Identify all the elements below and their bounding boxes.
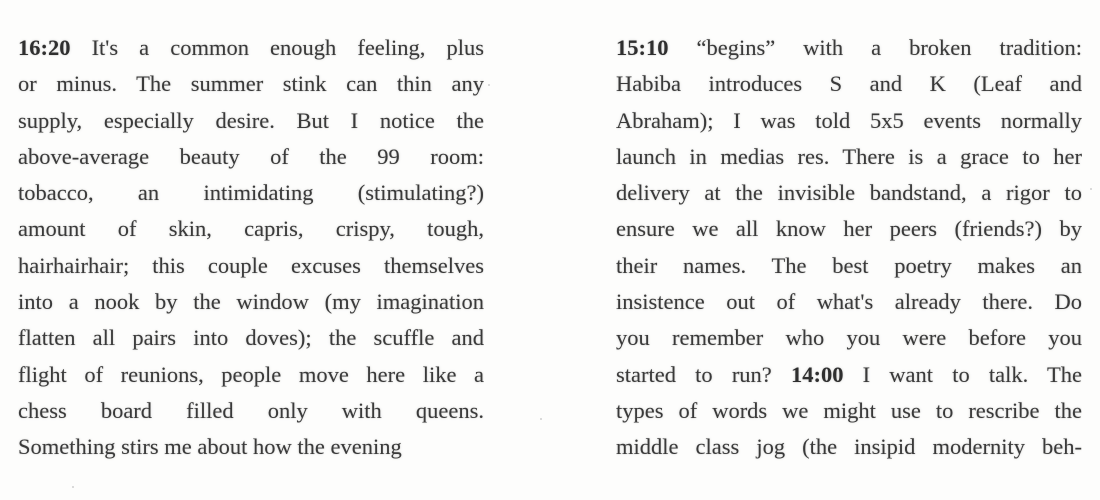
right-text-column — [616, 30, 1082, 466]
text-line — [616, 211, 1082, 247]
line-text: you remember who you were before you — [616, 325, 1082, 351]
text-line — [18, 30, 484, 66]
text-line — [616, 139, 1082, 175]
text-line — [18, 66, 484, 102]
timestamp: 15:10 — [616, 35, 669, 60]
line-text: above-average beauty of the 99 room: — [18, 143, 484, 169]
line-text: into a nook by the window (my imagination — [18, 289, 484, 315]
scan-speck — [72, 486, 74, 488]
scan-speck — [540, 418, 542, 420]
line-text-pre: started to run? — [616, 361, 791, 387]
line-text: middle class jog (the insipid modernity beh- — [616, 434, 1082, 460]
text-line — [616, 429, 1082, 465]
line-text: I want to talk. The — [843, 361, 1082, 387]
line-text: delivery at the invisible bandstand, a rigor to — [616, 180, 1082, 206]
text-line — [18, 429, 484, 465]
text-line — [18, 211, 484, 247]
text-line — [616, 175, 1082, 211]
line-text: their names. The best poetry makes an — [616, 252, 1082, 278]
line-text: insistence out of what's already there. Do — [616, 289, 1082, 315]
timestamp: 14:00 — [790, 361, 844, 387]
line-text: amount of skin, capris, crispy, tough, — [18, 216, 484, 242]
line-text: Habiba introduces S and K (Leaf and — [616, 71, 1082, 97]
text-line — [18, 139, 484, 175]
text-line — [18, 175, 484, 211]
line-text: Something stirs me about how the evening — [18, 434, 402, 460]
line-text: launch in medias res. There is a grace to her — [616, 143, 1082, 169]
text-line — [616, 357, 1082, 393]
line-text: flatten all pairs into doves); the scuffle and — [18, 325, 484, 351]
text-line — [616, 66, 1082, 102]
text-line — [616, 284, 1082, 320]
line-text: It's a common enough feeling, plus — [70, 35, 484, 60]
text-line — [616, 393, 1082, 429]
text-line — [18, 284, 484, 320]
left-text-column — [18, 30, 484, 466]
line-text: chess board filled only with queens. — [18, 397, 484, 423]
scan-speck — [488, 84, 490, 86]
text-line — [616, 30, 1082, 66]
line-text: hairhairhair; this couple excuses themselves — [18, 252, 484, 278]
line-text: tobacco, an intimidating (stimulating?) — [18, 180, 484, 206]
text-line — [18, 320, 484, 356]
text-line — [18, 248, 484, 284]
line-text: ensure we all know her peers (friends?) by — [616, 216, 1082, 242]
text-line — [18, 357, 484, 393]
line-text: supply, especially desire. But I notice the — [18, 107, 484, 133]
line-text: or minus. The summer stink can thin any — [18, 71, 484, 97]
text-line — [18, 393, 484, 429]
text-line — [616, 103, 1082, 139]
scan-speck — [1090, 188, 1092, 190]
line-text: types of words we might use to rescribe the — [616, 397, 1082, 423]
text-line — [616, 320, 1082, 356]
text-line — [18, 103, 484, 139]
line-text: Abraham); I was told 5x5 events normally — [616, 107, 1082, 133]
line-text: flight of reunions, people move here like a — [18, 361, 484, 387]
line-text: “begins” with a broken tradition: — [668, 35, 1082, 60]
timestamp: 16:20 — [18, 35, 71, 60]
text-line — [616, 248, 1082, 284]
